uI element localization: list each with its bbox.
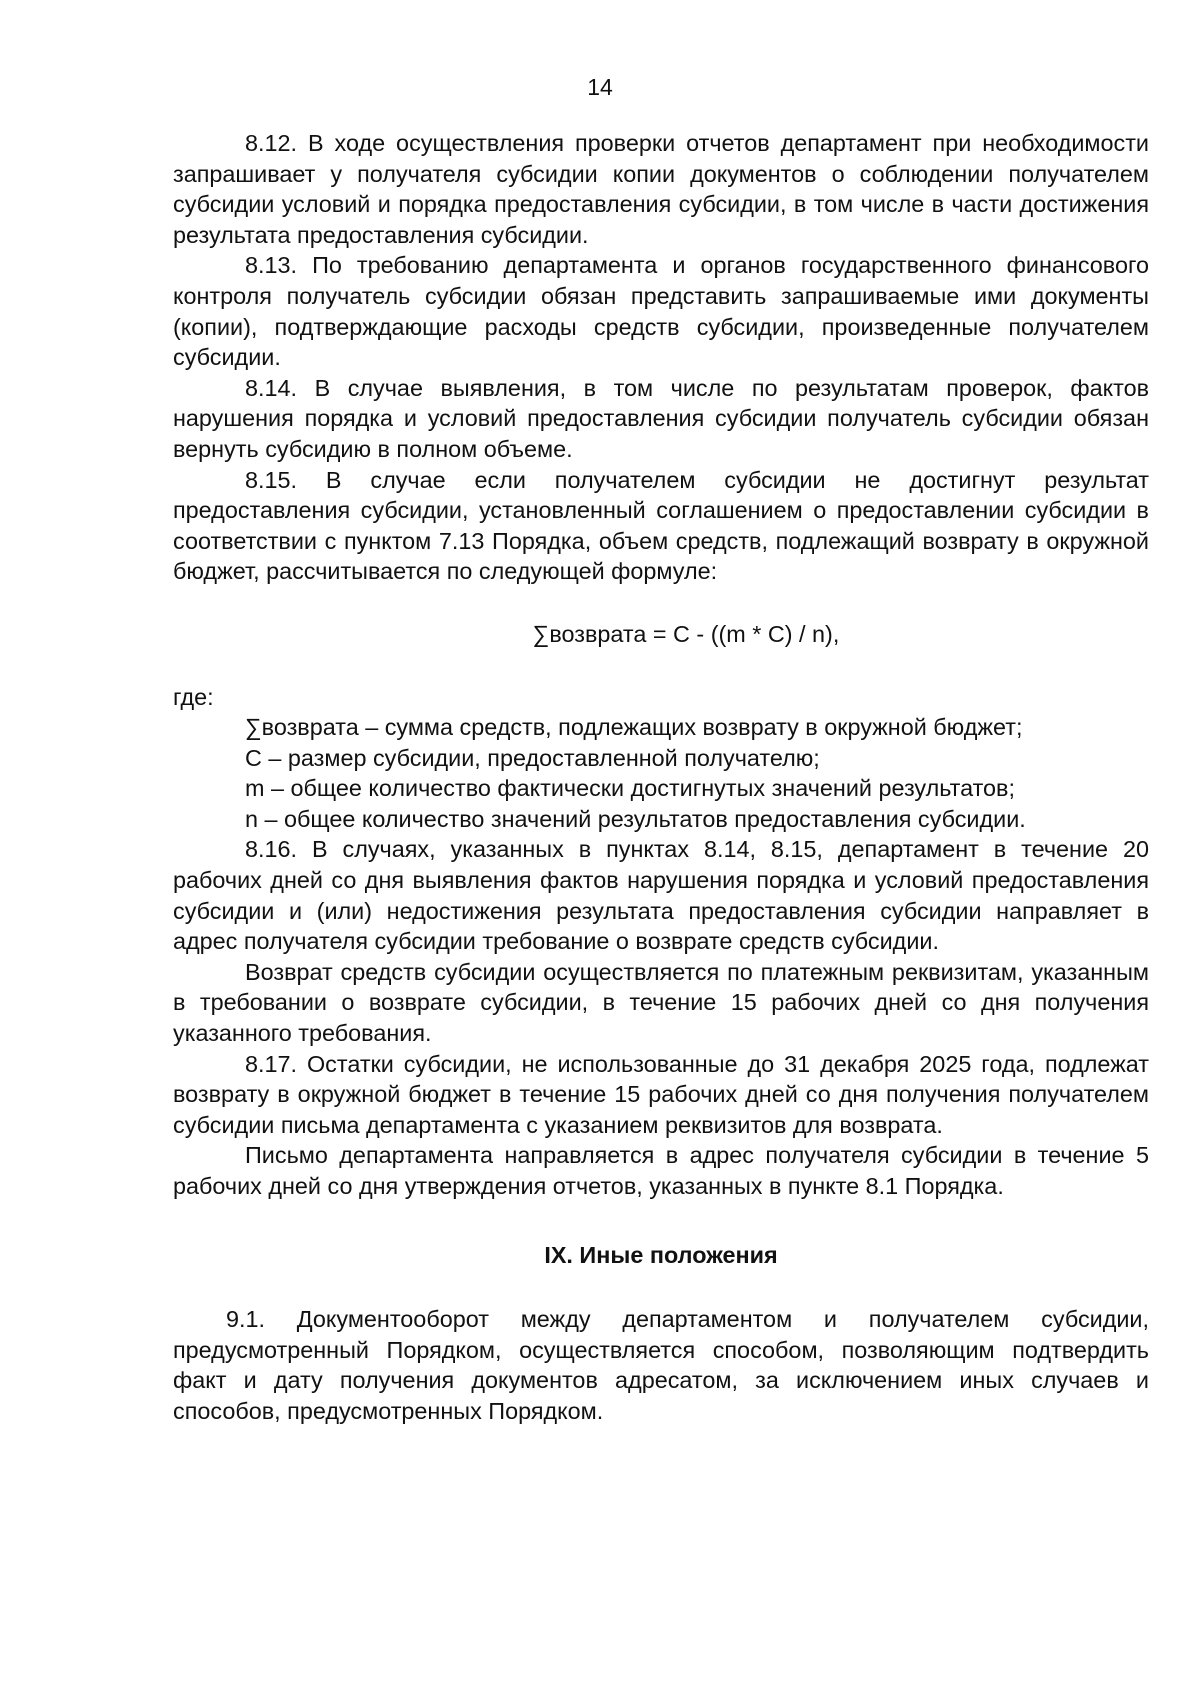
definition-c: C – размер субсидии, предоставленной получателю; [245, 744, 820, 771]
paragraph-8-14: 8.14. В случае выявления, в том числе по результатам проверок, фактов нарушения порядка и условий предоставления субсидии получатель субсидии обязан вернуть субсидию в полном объеме. [173, 374, 1149, 462]
refund-formula: ∑возврата = C - ((m * C) / n), [532, 620, 840, 647]
paragraph-9-1: 9.1. Документооборот между департаментом и получателем субсидии, предусмотренный Порядком, осуществляется способом, позволяющим подтвердить факт и дату получения документов адресатом, за исключением иных случаев и способов, предусмотренных Порядком. [173, 1306, 1149, 1424]
paragraph-8-12: 8.12. В ходе осуществления проверки отчетов департамент при необходимости запрашивает у получателя субсидии копии документов о соблюдении получателем субсидии условий и порядка предоставления субсидии, в том числе в части достижения результата предоставления субсидии. [173, 130, 1149, 248]
where-label: где: [173, 683, 214, 710]
section-heading-ix: IX. Иные положения [544, 1241, 778, 1268]
definition-m: m – общее количество фактически достигнутых значений результатов; [245, 775, 1015, 802]
paragraph-8-16: 8.16. В случаях, указанных в пунктах 8.14, 8.15, департамент в течение 20 рабочих дней со дня выявления фактов нарушения порядка и условий предоставления субсидии и (или) недостижения результата предоставления субсидии направляет в адрес получателя субсидии требование о возврате средств субсидии. [173, 836, 1149, 955]
paragraph-8-15: 8.15. В случае если получателем субсидии не достигнут результат предоставления субсидии, установленный соглашением о предоставлении субсидии в соответствии с пунктом 7.13 Порядка, объем средств, подлежащий возврату в окружной бюджет, рассчитывается по следующей формуле: [173, 466, 1149, 585]
document-body [173, 128, 1149, 1427]
paragraph-8-16-continued: Возврат средств субсидии осуществляется по платежным реквизитам, указанным в требовании о возврате субсидии, в течение 15 рабочих дней со дня получения указанного требования. [173, 958, 1149, 1047]
page-number: 14 [587, 74, 613, 100]
paragraph-8-17: 8.17. Остатки субсидии, не использованные до 31 декабря 2025 года, подлежат возврату в окружной бюджет в течение 15 рабочих дней со дня получения получателем субсидии письма департамента с указанием реквизитов для возврата. [173, 1050, 1149, 1138]
paragraph-8-17-continued: Письмо департамента направляется в адрес получателя субсидии в течение 5 рабочих дней со дня утверждения отчетов, указанных в пункте 8.1 Порядка. [173, 1142, 1149, 1199]
definition-n: n – общее количество значений результатов предоставления субсидии. [245, 805, 1026, 832]
definition-sum: ∑возврата – сумма средств, подлежащих возврату в окружной бюджет; [245, 714, 1023, 741]
paragraph-8-13: 8.13. По требованию департамента и органов государственного финансового контроля получатель субсидии обязан представить запрашиваемые ими документы (копии), подтверждающие расходы средств субсидии, произведенные получателем субсидии. [173, 252, 1149, 371]
